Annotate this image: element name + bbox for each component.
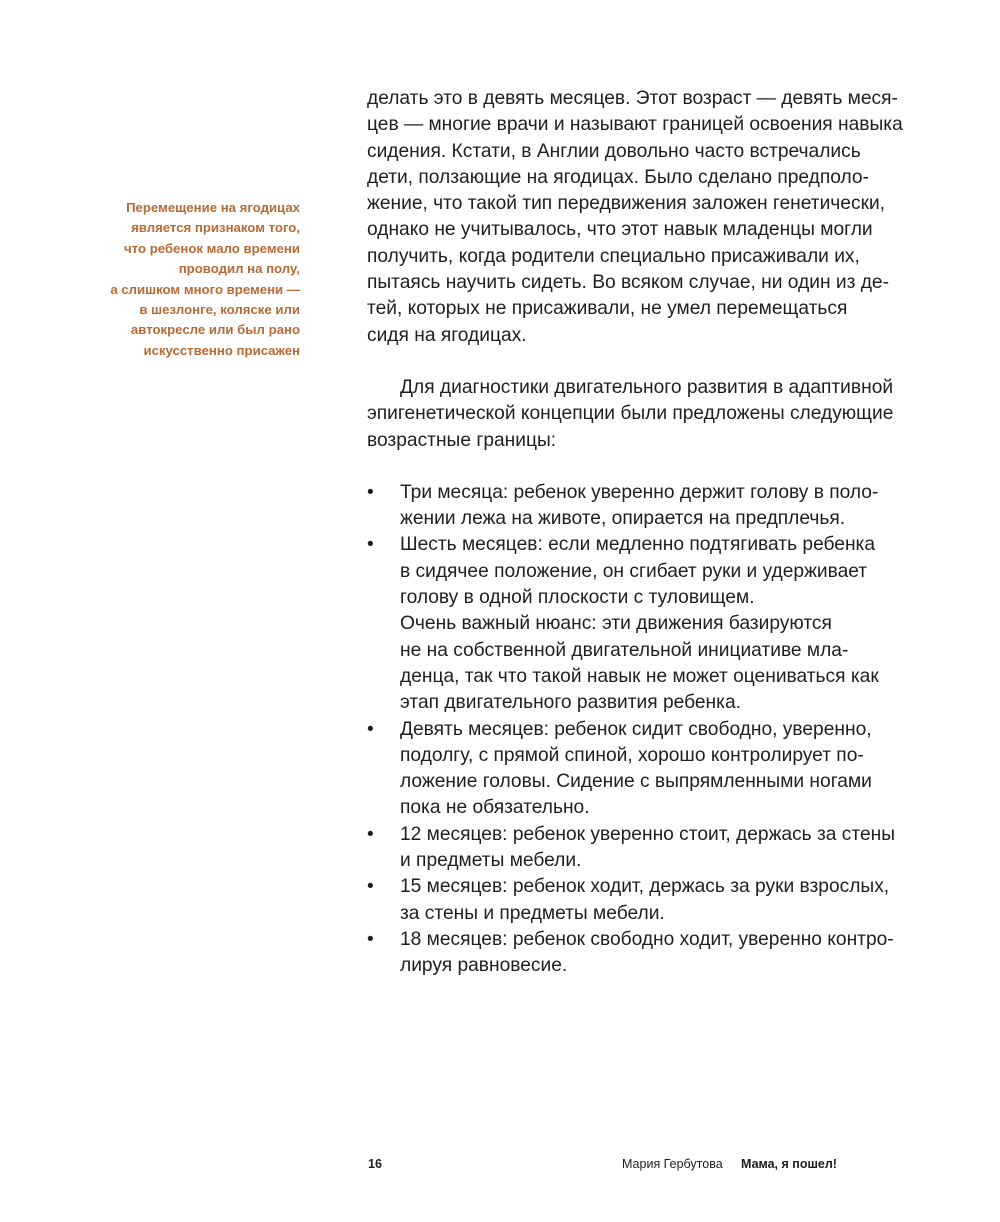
margin-note-line: искусственно присажен [143, 342, 300, 358]
list-item [367, 480, 901, 533]
text-line: однако не учитывалось, что этот навык младенцы могли [367, 219, 873, 241]
text-line: в сидячее положение, он сгибает руки и удерживает [400, 560, 868, 582]
margin-note-line: Перемещение на ягодицах [126, 200, 300, 215]
text-line: цев — многие врачи и называют границей освоения навыка [367, 114, 903, 136]
text-line: ложение головы. Сидение с выпрямленными ногами [400, 771, 872, 793]
milestones-list [367, 480, 901, 980]
text-line: и предметы мебели. [400, 850, 582, 872]
list-item [367, 874, 901, 927]
list-item [367, 717, 901, 822]
margin-note-line: проводил на полу, [178, 261, 300, 277]
text-line: эпигенетической концепции были предложены следующие [367, 403, 894, 425]
footer-book-title: Мама, я пошел! [741, 1157, 837, 1171]
text-line: Девять месяцев: ребенок сидит свободно, уверенно, [400, 718, 872, 740]
list-item [367, 532, 901, 716]
margin-note-line: что ребенок мало времени [124, 240, 300, 256]
page-number: 16 [368, 1157, 382, 1171]
margin-note-line: а слишком много времени — [110, 281, 300, 297]
text-line: тей, которых не присаживали, не умел перемещаться [367, 298, 848, 320]
text-line: сидения. Кстати, в Англии довольно часто встречались [367, 140, 861, 162]
text-line: Шесть месяцев: если медленно подтягивать ребенка [400, 534, 876, 556]
text-line: возрастные границы: [367, 429, 557, 451]
text-line: подолгу, с прямой спиной, хорошо контролирует по- [400, 744, 864, 766]
text-line: 15 месяцев: ребенок ходит, держась за руки взрослых, [400, 876, 890, 898]
text-line: пока не обязательно. [400, 797, 590, 819]
text-line: Три месяца: ребенок уверенно держит голову в поло- [400, 481, 879, 503]
paragraph-intro [367, 375, 901, 454]
text-line: сидя на ягодицах. [367, 324, 527, 346]
text-line: денца, так что такой навык не может оцениваться как [400, 665, 879, 687]
text-line: получить, когда родители специально присаживали их, [367, 245, 860, 267]
body-text [367, 86, 901, 980]
bullet-icon: • [367, 823, 374, 845]
text-line: жении лежа на животе, опирается на предплечья. [400, 508, 846, 530]
bullet-icon: • [367, 718, 374, 740]
text-line: 18 месяцев: ребенок свободно ходит, уверенно контро- [400, 928, 894, 950]
margin-note-line: автокресле или был рано [130, 322, 300, 338]
bullet-icon: • [367, 928, 374, 950]
text-line: этап двигательного развития ребенка. [400, 692, 741, 714]
bullet-icon: • [367, 534, 374, 556]
text-line: дети, ползающие на ягодицах. Было сделано предполо- [367, 166, 869, 188]
text-line: голову в одной плоскости с туловищем. [400, 587, 755, 609]
margin-note-line: в шезлонге, коляске или [139, 302, 300, 318]
text-line: Для диагностики двигательного развития в адаптивной [400, 376, 894, 398]
text-line: 12 месяцев: ребенок уверенно стоит, держась за стены [400, 823, 896, 845]
text-line: жение, что такой тип передвижения заложен генетически, [367, 193, 886, 215]
margin-note-line: является признаком того, [131, 220, 300, 236]
margin-note [90, 198, 300, 361]
text-line: пытаясь научить сидеть. Во всяком случае, ни один из де- [367, 272, 889, 294]
list-item [367, 822, 901, 875]
paragraph-continuation [367, 86, 901, 349]
text-line: лируя равновесие. [400, 955, 568, 977]
list-item [367, 927, 901, 980]
text-line: делать это в девять месяцев. Этот возраст — девять меся- [367, 88, 898, 109]
text-line: не на собственной двигательной инициативе мла- [400, 639, 849, 661]
text-line: за стены и предметы мебели. [400, 902, 665, 924]
footer-author: Мария Гербутова [622, 1157, 723, 1171]
bullet-icon: • [367, 481, 374, 503]
text-line: Очень важный нюанс: эти движения базируются [400, 613, 832, 635]
bullet-icon: • [367, 876, 374, 898]
